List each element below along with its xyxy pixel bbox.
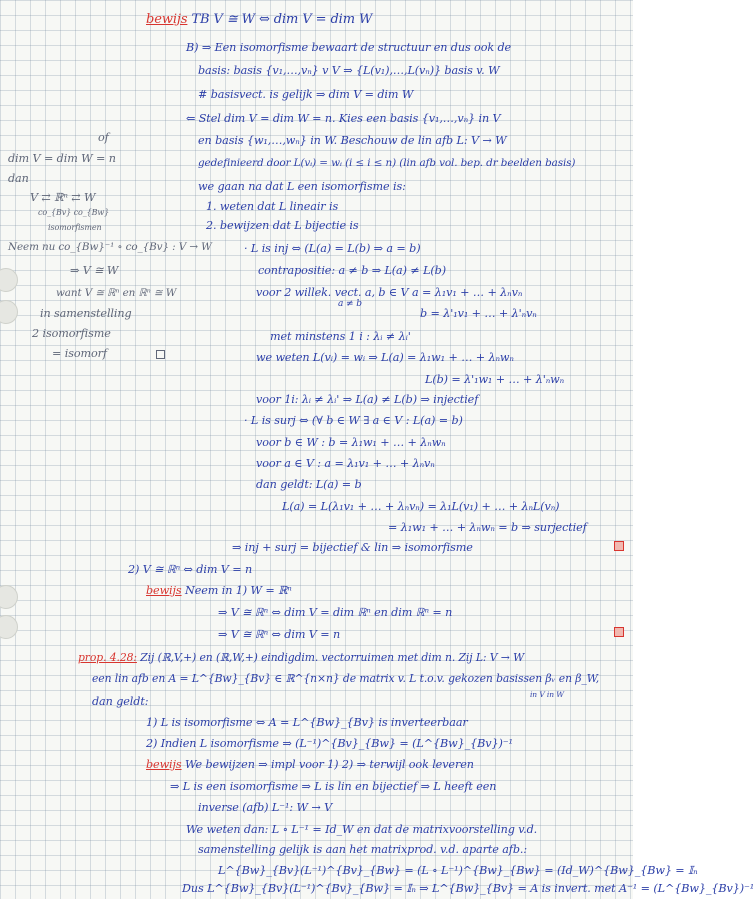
text-line: gedefinieerd door L(vᵢ) = wᵢ (i ≤ i ≤ n) (lin afb vol. bep. dr beelden basis) <box>198 157 576 169</box>
text-line: We weten dan: L ∘ L⁻¹ = Id_W en dat de matrixvoorstelling v.d. <box>186 823 538 836</box>
text-line: B) ⇒ Een isomorfisme bewaart de structuur en dus ook de <box>186 41 512 54</box>
binder-hole <box>0 268 18 292</box>
text-line: 1) L is isomorfisme ⇔ A = L^{Bw}_{Bv} is inverteerbaar <box>146 716 468 729</box>
proposition-label: prop. 4.28: <box>78 651 137 664</box>
binder-hole <box>0 585 18 609</box>
text-line: ⇒ L is een isomorfisme ⇒ L is lin en bijectief ⇒ L heeft een <box>170 780 497 793</box>
text-line: · L is surj ⇔ (∀ b ∈ W ∃ a ∈ V : L(a) = b) <box>244 414 463 427</box>
text-line: b = λ'₁v₁ + … + λ'ₙvₙ <box>420 307 537 320</box>
text-line: dan geldt: <box>92 695 149 708</box>
text-line: met minstens 1 i : λᵢ ≠ λᵢ' <box>270 330 411 343</box>
proof-heading <box>146 13 372 26</box>
text-line: # basisvect. is gelijk ⇒ dim V = dim W <box>198 88 414 101</box>
proof-label: bewijs <box>146 12 188 27</box>
margin-diagram-maps: co_{Bv} co_{Bw} <box>38 208 110 217</box>
margin-note-line: dan <box>8 172 29 185</box>
proof-line <box>146 758 474 771</box>
text-line: dan geldt: L(a) = b <box>256 478 362 491</box>
margin-note-line: = isomorf <box>52 347 107 360</box>
text-line: ⇐ Stel dim V = dim W = n. Kies een basis {v₁,…,vₙ} in V <box>186 112 501 125</box>
text-line: basis: basis {v₁,…,vₙ} v V ⇒ {L(v₁),…,L(vₙ)} basis v. W <box>198 64 500 77</box>
text-line: inverse (afb) L⁻¹: W → V <box>198 801 333 814</box>
text-line: ⇒ V ≅ ℝⁿ ⇔ dim V = dim ℝⁿ en dim ℝⁿ = n <box>218 606 453 619</box>
text-line: · L is inj ⇔ (L(a) = L(b) ⇒ a = b) <box>244 242 421 255</box>
text-line: voor 1i: λᵢ ≠ λᵢ' ⇒ L(a) ≠ L(b) ⇒ injectief <box>256 393 479 406</box>
proof-label: bewijs <box>146 584 182 597</box>
text-line: een lin afb en A = L^{Bw}_{Bv} ∈ ℝ^{n×n} de matrix v. L t.o.v. gekozen basissen βᵥ en β_W, <box>92 672 600 685</box>
proof-label: bewijs <box>146 758 182 771</box>
theorem-statement: TB V ≅ W ⇔ dim V = dim W <box>191 12 373 27</box>
text-line: contrapositie: a ≠ b ⇒ L(a) ≠ L(b) <box>258 264 446 277</box>
text-line: ⇒ inj + surj = bijectief & lin ⇒ isomorfisme <box>232 541 473 554</box>
text-line: voor 2 willek. vect. a, b ∈ V a = λ₁v₁ + … + λₙvₙ <box>256 286 523 299</box>
text-line: L(b) = λ'₁w₁ + … + λ'ₙwₙ <box>425 373 565 386</box>
proposition-line <box>78 651 524 664</box>
margin-note-line: want V ≅ ℝⁿ en ℝⁿ ≅ W <box>56 287 177 299</box>
text-line: in V in W <box>530 690 564 699</box>
margin-note-line: in samenstelling <box>40 307 132 320</box>
text-line: we weten L(vᵢ) = wᵢ ⇒ L(a) = λ₁w₁ + … + λₙwₙ <box>256 351 514 364</box>
text-line: 2) V ≅ ℝⁿ ⇔ dim V = n <box>128 563 253 576</box>
text-line: 2) Indien L isomorfisme ⇒ (L⁻¹)^{Bv}_{Bw} = (L^{Bw}_{Bv})⁻¹ <box>146 737 513 750</box>
text-line: Dus L^{Bw}_{Bv}(L⁻¹)^{Bv}_{Bw} = 𝕀ₙ ⇒ L^{Bw}_{Bv} = A is invert. met A⁻¹ = (L^{Bw}_{Bv})⁻¹ <box>182 882 754 895</box>
text-line: voor a ∈ V : a = λ₁v₁ + … + λₙvₙ <box>256 457 435 470</box>
text-line: = λ₁w₁ + … + λₙwₙ = b ⇒ surjectief <box>388 521 587 534</box>
text-line: ⇒ V ≅ ℝⁿ ⇔ dim V = n <box>218 628 341 641</box>
binder-hole <box>0 615 18 639</box>
margin-note-line: dim V = dim W = n <box>8 152 116 165</box>
binder-hole <box>0 300 18 324</box>
qed-box <box>156 350 165 359</box>
text-line: voor b ∈ W : b = λ₁w₁ + … + λₙwₙ <box>256 436 446 449</box>
margin-note-of: of <box>98 131 109 144</box>
margin-note-line: ⇒ V ≅ W <box>70 264 119 277</box>
text-line: we gaan na dat L een isomorfisme is: <box>198 180 406 193</box>
margin-mark <box>614 627 624 637</box>
text-line: 1. weten dat L lineair is <box>206 200 339 213</box>
text-line: Neem in 1) W = ℝⁿ <box>185 584 292 597</box>
proof-line <box>146 584 292 597</box>
margin-diagram: V ⇄ ℝⁿ ⇄ W <box>30 191 96 204</box>
text-line: L(a) = L(λ₁v₁ + … + λₙvₙ) = λ₁L(v₁) + … + λₙL(vₙ) <box>282 500 560 513</box>
margin-note-line: 2 isomorfisme <box>32 327 111 340</box>
text-line: Zij (ℝ,V,+) en (ℝ,W,+) eindigdim. vectorruimen met dim n. Zij L: V → W <box>140 651 525 664</box>
text-line: samenstelling gelijk is aan het matrixprod. v.d. aparte afb.: <box>198 843 528 856</box>
text-line: We bewijzen ⇒ impl voor 1) 2) ⇒ terwijl ook leveren <box>185 758 474 771</box>
margin-note-line: Neem nu co_{Bw}⁻¹ ∘ co_{Bv} : V → W <box>8 241 212 253</box>
margin-diagram-caption: isomorfismen <box>48 223 102 232</box>
text-line: a ≠ b <box>338 299 362 309</box>
text-line: 2. bewijzen dat L bijectie is <box>206 219 359 232</box>
text-line: en basis {w₁,…,wₙ} in W. Beschouw de lin afb L: V → W <box>198 134 507 147</box>
text-line: L^{Bw}_{Bv}(L⁻¹)^{Bv}_{Bw} = (L ∘ L⁻¹)^{Bw}_{Bw} = (Id_W)^{Bw}_{Bw} = 𝕀ₙ <box>218 864 698 877</box>
margin-mark <box>614 541 624 551</box>
